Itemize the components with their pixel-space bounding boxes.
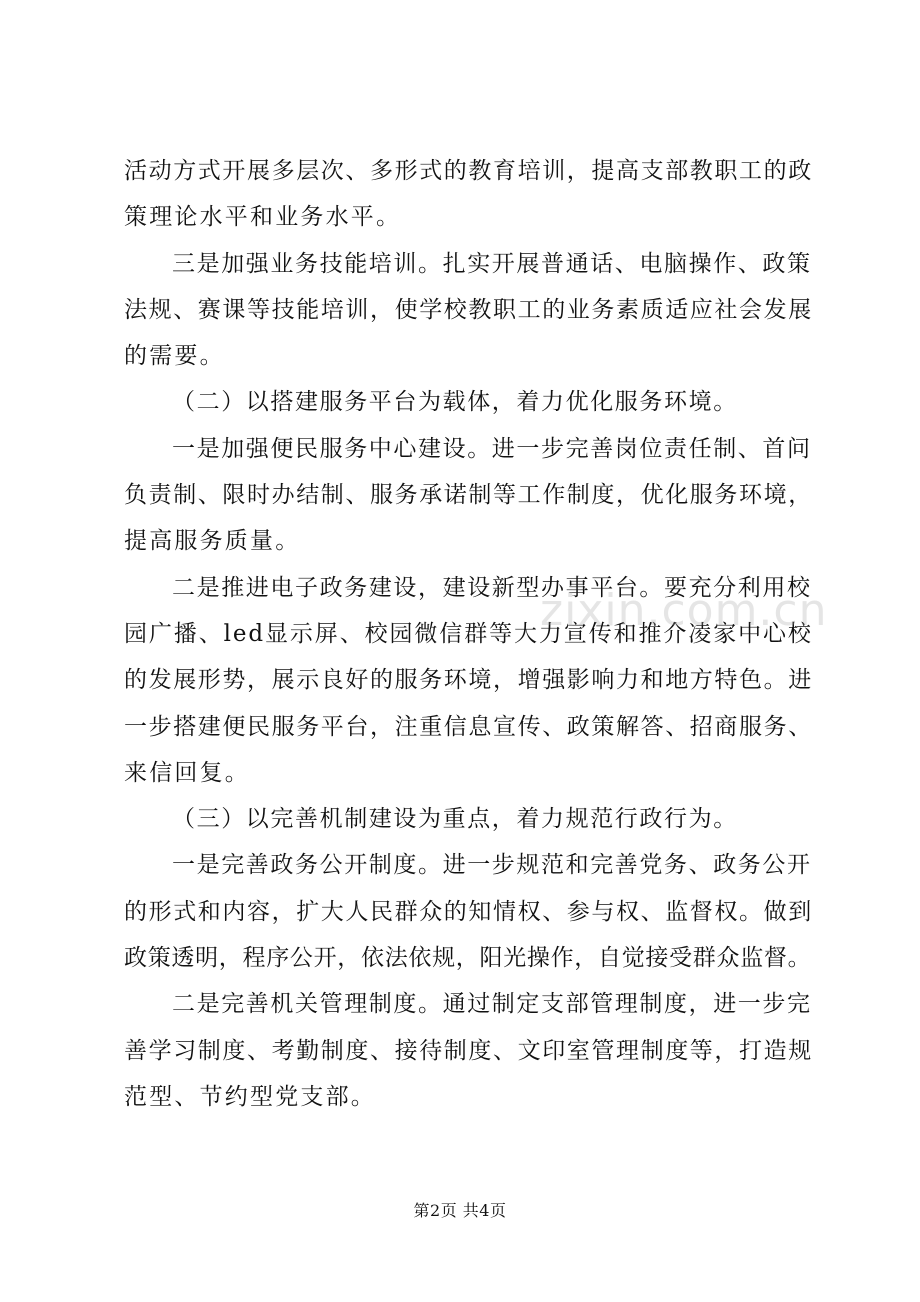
text-line: 负责制、限时办结制、服务承诺制等工作制度，优化服务环境， (124, 482, 813, 509)
section-heading: （三）以完善机制建设为重点，着力规范行政行为。 (172, 806, 738, 833)
text-line: 一是完善政务公开制度。进一步规范和完善党务、政务公开 (172, 852, 812, 879)
text-line: 提高服务质量。 (124, 528, 301, 555)
text-line: 活动方式开展多层次、多形式的教育培训，提高支部教职工的政 (124, 158, 813, 184)
text-line: 来信回复。 (124, 759, 250, 786)
page-footer: 第2页 共4页 (413, 1201, 507, 1220)
text-line: 一步搭建便民服务平台，注重信息宣传、政策解答、招商服务、 (124, 713, 813, 740)
text-line: 善学习制度、考勤制度、接待制度、文印室管理制度等，打造规 (124, 1037, 813, 1064)
text-line: 一是加强便民服务中心建设。进一步完善岗位责任制、首问 (172, 435, 812, 462)
document-body (124, 148, 814, 1120)
text-line: 政策透明，程序公开，依法依规，阳光操作，自觉接受群众监督。 (124, 945, 812, 972)
text-line: 二是推进电子政务建设，建设新型办事平台。要充分利用校 (172, 574, 812, 601)
text-line: 的需要。 (124, 343, 225, 370)
text-line: 二是完善机关管理制度。通过制定支部管理制度，进一步完 (172, 991, 812, 1018)
text-line: 三是加强业务技能培训。扎实开展普通话、电脑操作、政策 (172, 250, 812, 277)
text-line: 园广播、led显示屏、校园微信群等大力宣传和推介凌家中心校 (124, 620, 813, 647)
text-line: 的形式和内容，扩大人民群众的知情权、参与权、监督权。做到 (124, 898, 813, 925)
text-line: 的发展形势，展示良好的服务环境，增强影响力和地方特色。进 (124, 667, 813, 694)
text-line: 策理论水平和业务水平。 (124, 204, 402, 231)
text-line: 范型、节约型党支部。 (124, 1083, 376, 1110)
section-heading: （二）以搭建服务平台为载体，着力优化服务环境。 (172, 389, 738, 416)
text-line: 法规、赛课等技能培训，使学校教职工的业务素质适应社会发展 (124, 296, 813, 323)
watermark: zixin.com.cn (540, 585, 828, 636)
